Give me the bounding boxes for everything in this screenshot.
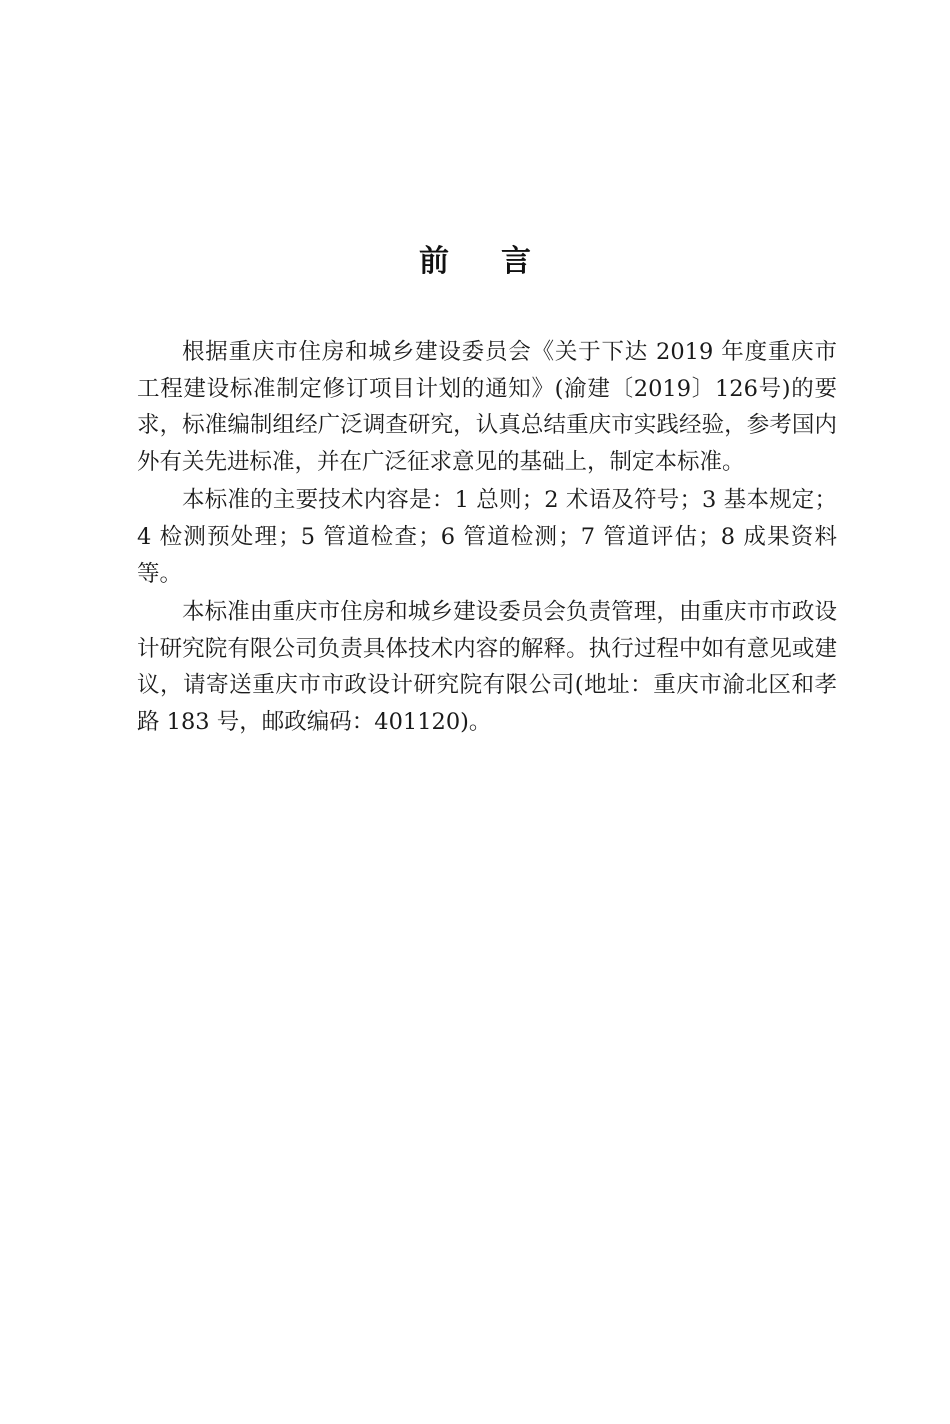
paragraph-contents: 本标准的主要技术内容是：1 总则；2 术语及符号；3 基本规定；4 检测预处理；5 管道检查；6 管道检测；7 管道评估；8 成果资料等。 (137, 487, 837, 587)
title-char-1: 前 (419, 244, 449, 279)
paragraph-basis: 根据重庆市住房和城乡建设委员会《关于下达 2019 年度重庆市工程建设标准制定修订项目计划的通知》(渝建〔2019〕126号)的要求，标准编制组经广泛调查研究，认真总结重庆市实践经验，参考国内外有关先进标准，并在广泛征求意见的基础上，制定本标准。 (137, 339, 837, 475)
title-char-2: 言 (501, 244, 531, 279)
paragraph-management: 本标准由重庆市住房和城乡建设委员会负责管理，由重庆市市政设计研究院有限公司负责具体技术内容的解释。执行过程中如有意见或建议，请寄送重庆市市政设计研究院有限公司(地址：重庆市渝北区和孝路 183 号，邮政编码：401120)。 (137, 599, 837, 735)
page-title (0, 240, 950, 284)
preface-body (137, 334, 837, 743)
